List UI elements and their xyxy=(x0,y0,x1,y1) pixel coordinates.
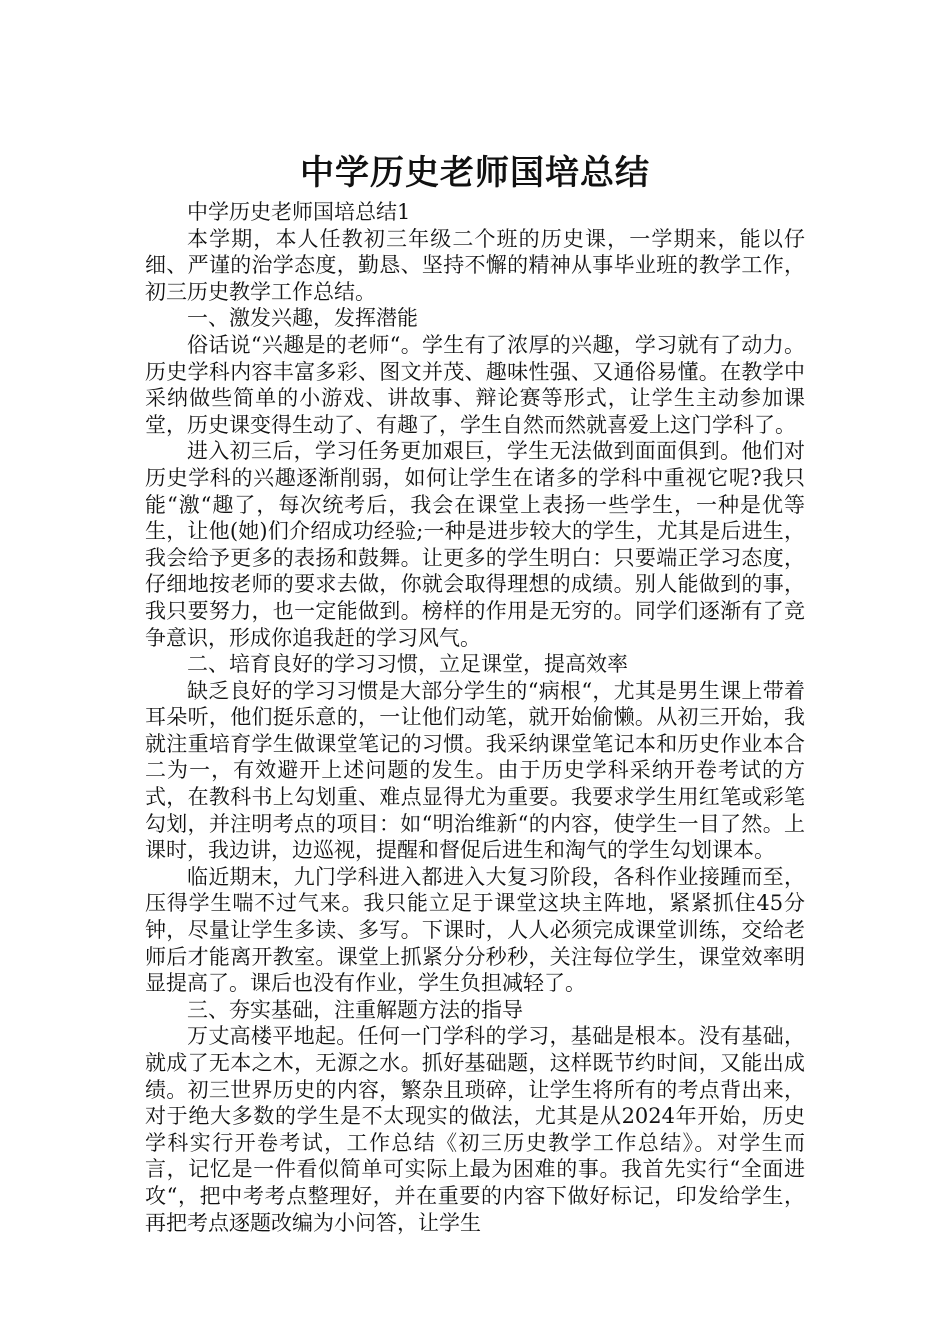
section-heading: 一、激发兴趣，发挥潜能 xyxy=(187,306,418,331)
paragraph-subtitle: 中学历史老师国培总结1 xyxy=(187,200,411,224)
document-body xyxy=(145,199,805,1236)
section-heading: 三、夯实基础，注重解题方法的指导 xyxy=(187,997,523,1022)
document-title: 中学历史老师国培总结 xyxy=(300,152,650,193)
paragraph: 俗话说“兴趣是的老师“。学生有了浓厚的兴趣，学习就有了动力。历史学科内容丰富多彩、图文并茂、趣味性强、又通俗易懂。在教学中采纳做些简单的小游戏、讲故事、辩论赛等形式，让学生主动参加课堂，历史课变得生动了、有趣了，学生自然而然就喜爱上这门学科了。 xyxy=(145,332,805,437)
paragraph: 进入初三后，学习任务更加艰巨，学生无法做到面面俱到。他们对历史学科的兴趣逐渐削弱，如何让学生在诸多的学科中重视它呢?我只能“激“趣了，每次统考后，我会在课堂上表扬一些学生，一种是优等生，让他(她)们介绍成功经验;一种是进步较大的学生，尤其是后进生，我会给予更多的表扬和鼓舞。让更多的学生明白：只要端正学习态度，仔细地按老师的要求去做，你就会取得理想的成绩。别人能做到的事，我只要努力，也一定能做到。榜样的作用是无穷的。同学们逐渐有了竞争意识，形成你追我赶的学习风气。 xyxy=(145,439,805,650)
paragraph: 临近期末，九门学科进入都进入大复习阶段，各科作业接踵而至，压得学生喘不过气来。我只能立足于课堂这块主阵地，紧紧抓住45分钟，尽量让学生多读、多写。下课时，人人必须完成课堂训练，交给老师后才能离开教室。课堂上抓紧分分秒秒，关注每位学生，课堂效率明显提高了。课后也没有作业，学生负担减轻了。 xyxy=(145,864,805,996)
paragraph: 缺乏良好的学习习惯是大部分学生的“病根“，尤其是男生课上带着耳朵听，他们挺乐意的，一让他们动笔，就开始偷懒。从初三开始，我就注重培育学生做课堂笔记的习惯。我采纳课堂笔记本和历史作业本合二为一，有效避开上述问题的发生。由于历史学科采纳开卷考试的方式，在教科书上勾划重、难点显得尤为重要。我要求学生用红笔或彩笔勾划，并注明考点的项目：如“明治维新“的内容，使学生一目了然。上课时，我边讲，边巡视，提醒和督促后进生和淘气的学生勾划课本。 xyxy=(145,678,805,863)
paragraph: 本学期，本人任教初三年级二个班的历史课，一学期来，能以仔细、严谨的治学态度，勤恳、坚持不懈的精神从事毕业班的教学工作，初三历史教学工作总结。 xyxy=(145,226,805,304)
paragraph: 万丈高楼平地起。任何一门学科的学习，基础是根本。没有基础，就成了无本之木，无源之水。抓好基础题，这样既节约时间，又能出成绩。初三世界历史的内容，繁杂且琐碎，让学生将所有的考点背出来，对于绝大多数的学生是不太现实的做法，尤其是从2024年开始，历史学科实行开卷考试，工作总结《初三历史教学工作总结》。对学生而言，记忆是一件看似简单可实际上最为困难的事。我首先实行“全面进攻“，把中考考点整理好，并在重要的内容下做好标记，印发给学生，再把考点逐题改编为小问答，让学生 xyxy=(145,1024,805,1235)
section-heading: 二、培育良好的学习习惯，立足课堂，提高效率 xyxy=(187,652,628,677)
